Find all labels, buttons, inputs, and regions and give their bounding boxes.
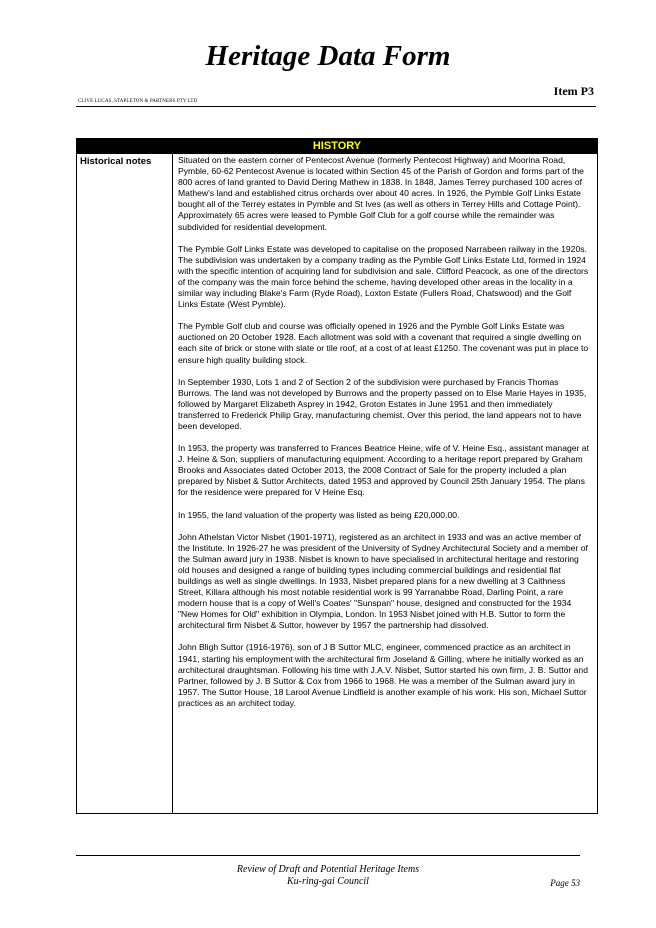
firm-name: CLIVE LUCAS, STAPLETON & PARTNERS PTY LTD — [78, 99, 198, 104]
header-divider — [76, 106, 596, 107]
historical-notes-label: Historical notes — [77, 154, 173, 813]
footer-divider — [76, 855, 580, 856]
historical-notes-row — [77, 153, 597, 813]
history-paragraph: Situated on the eastern corner of Pentecost Avenue (formerly Pentecost Highway) and Moorina Road, Pymble, 60-62 Pentecost Avenue is located within Section 45 of the Parish of Gordon and forms part of the 800 acres of land granted to David Dering Mathew in 1838. In 1848, James Terrey purchased 100 acres of Mathew's land and established citrus orchards over about 40 acres. In 1926, the Pymble Golf Links Estate bought all of the Terrey estates in Pymble and St Ives (as well as others in Terrey Hills and Cottage Point). Approximately 65 acres were leased to Pymble Golf Club for a golf course while the remainder was subdivided for residential development. — [178, 155, 584, 232]
history-table — [76, 138, 598, 814]
history-paragraph: The Pymble Golf club and course was officially opened in 1926 and the Pymble Golf Links Estate was auctioned on 20 October 1928. Each allotment was sold with a covenant that required a single dwelling on each site of brick or stone with slate or tile roof, at a cost of at least £1250. The covenant was put in place to ensure high quality building stock. — [178, 321, 589, 365]
history-paragraph: John Athelstan Victor Nisbet (1901-1971), registered as an architect in 1933 and was an active member of the Institute. In 1926-27 he was president of the University of Sydney Architectural Society and a member of the Sulman award jury in 1938. Nisbet is known to have specialised in architectural heritage and restoring old houses and designed a range of building types including commercial buildings and residential flat buildings as well as single dwellings. In 1933, Nisbet prepared plans for a new dwelling at 3 Caithness Street, Killara although his most notable residential work is 99 Yarranabbe Road, Darling Point, a rare modern house that is a copy of Well's Coates' "Sunspan" house, designed and constructed for the 1934 "New Homes for Old" exhibition in Olympia, London. In 1953 Nisbet joined with H.B. Suttor to form the architectural firm Nisbet & Suttor, however by 1957 the partnership had dissolved. — [178, 531, 588, 631]
history-paragraph: In 1953, the property was transferred to Frances Beatrice Heine, wife of V. Heine Esq., assistant manager at J. Heine & Son, suppliers of manufacturing equipment. According to a heritage report prepared by Graham Brooks and Associates dated October 2013, the 2008 Contract of Sale for the property included a plan prepared by Nisbet & Suttor Architects, dated 1953 and approved by Council 25th January 1954. The plans for the residence were prepared for V Heine Esq. — [178, 443, 589, 498]
page-number: Page 53 — [550, 878, 580, 888]
historical-notes-body — [173, 154, 597, 813]
history-paragraph: In September 1930, Lots 1 and 2 of Section 2 of the subdivision were purchased by Francis Thomas Burrows. The land was not developed by Burrows and the property passed on to Else Marie Hayes in 1935, followed by Margaret Elizabeth Asprey in 1942, Groton Estates in June 1951 and then immediately transferred to Frederick Philip Gray, manufacturing chemist. Over this period, the land appears not to have been developed. — [178, 376, 587, 431]
history-paragraph: The Pymble Golf Links Estate was developed to capitalise on the proposed Narrabeen railway in the 1920s. The subdivision was undertaken by a company trading as the Pymble Golf Links Estate Ltd, formed in 1924 with the specific intention of acquiring land for subdivision and sale. Clifford Peacock, as one of the directors of the company was the main force behind the scheme, having developed other areas in the locality in a similar way including Blake's Farm (Ryde Road), Loxton Estate (Fullers Road, Chatswood) and the Golf Links Estate (West Pymble). — [178, 243, 589, 310]
footer-report-title: Review of Draft and Potential Heritage Items — [236, 864, 420, 875]
footer-council-name: Ku-ring-gai Council — [287, 876, 369, 887]
item-number: Item P3 — [553, 84, 594, 98]
page-title: Heritage Data Form — [205, 40, 451, 72]
history-paragraph: In 1955, the land valuation of the property was listed as being £20,000.00. — [178, 509, 460, 520]
history-heading: HISTORY — [77, 139, 597, 153]
history-paragraph: John Bligh Suttor (1916-1976), son of J B Suttor MLC, engineer, commenced practice as an architect in 1941, starting his employment with the architectural firm Joseland & Gilling, where he initially worked as an architectural draughtsman. Following his time with J.A.V. Nisbet, Suttor started his own firm, J. B. Suttor and Partner, followed by J. B Suttor & Cox from 1966 to 1968. He was a member of the Sulman award jury in 1957. The Suttor House, 18 Larool Avenue Lindfield is another example of his work. His son, Michael Suttor practices as an architect today. — [178, 642, 588, 708]
